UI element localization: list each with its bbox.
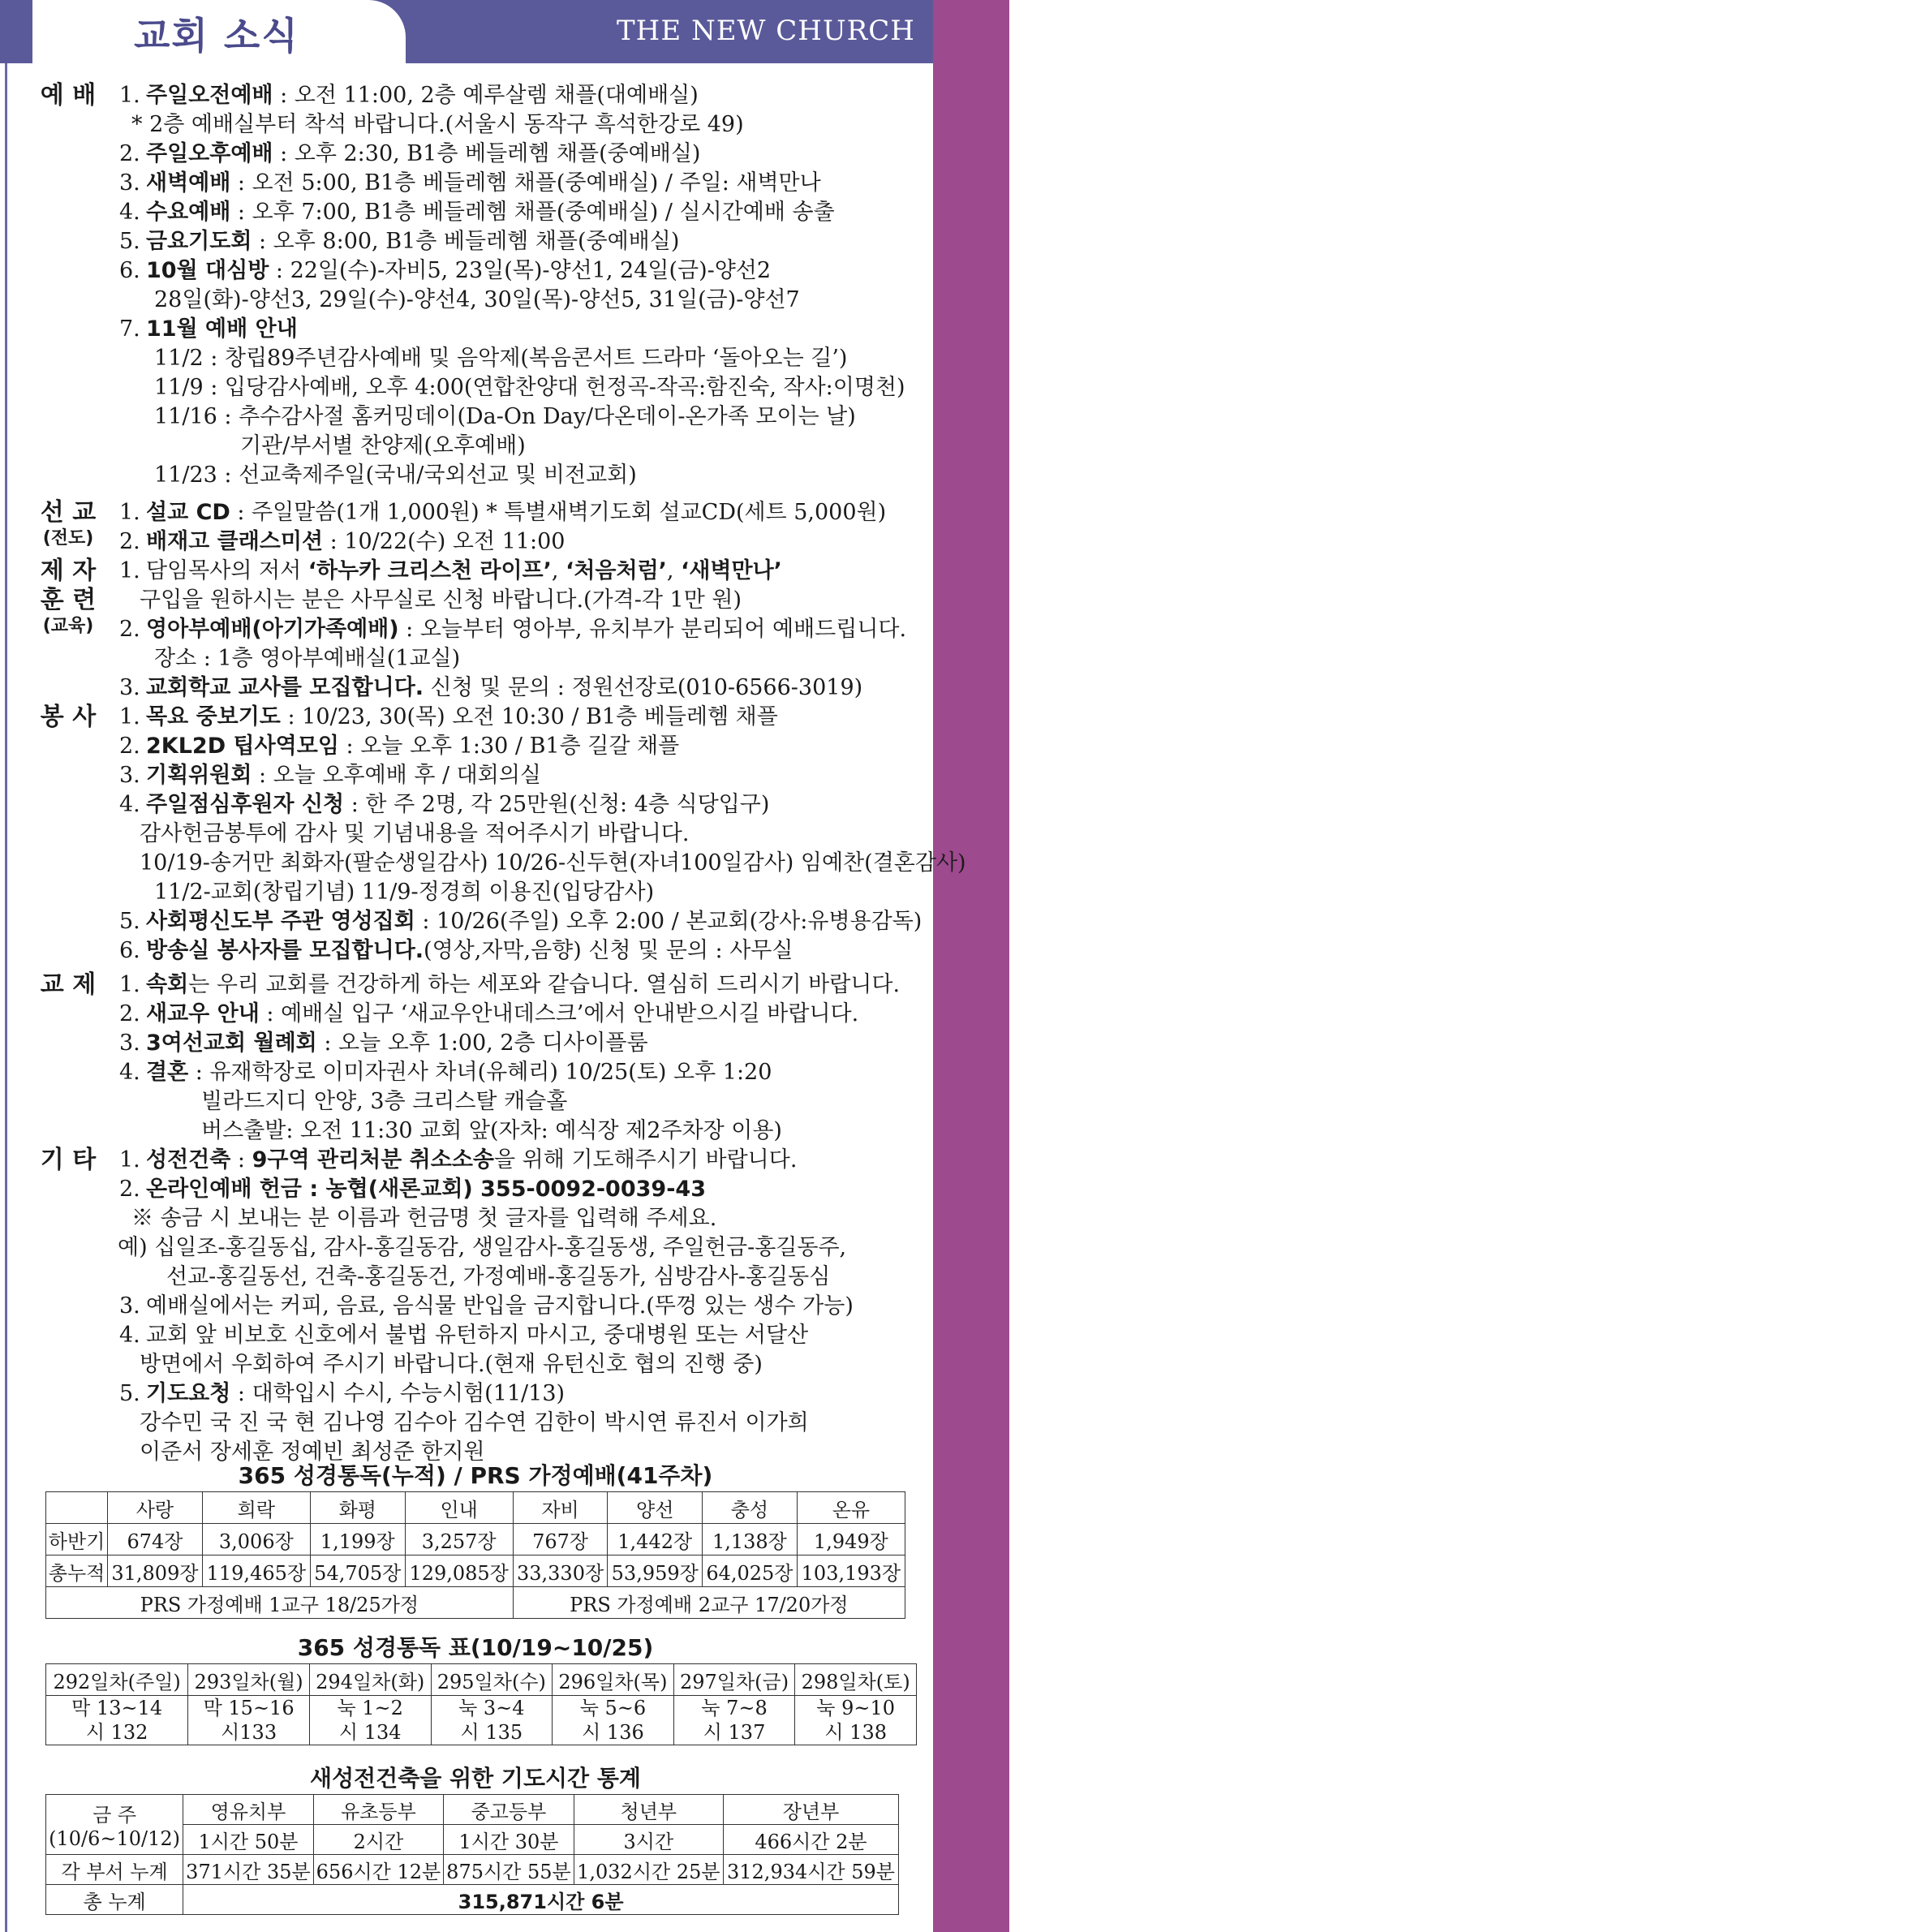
table-header: 298일차(토) [795,1664,917,1696]
item-number: 2. [119,1177,140,1202]
category-sub: (교육) [42,616,94,636]
item-number: 5. [119,229,140,254]
item-number: 4. [119,1323,140,1348]
table-cell: 875시간 55분 [444,1855,574,1885]
item-number: 5. [119,909,140,934]
table-cell: 눅 1~2 시 134 [309,1696,431,1745]
table-cell: 막 15~16 시133 [188,1696,310,1745]
table-cell: 막 13~14 시 132 [46,1696,188,1745]
church-name: THE NEW CHURCH [617,15,915,47]
item-text: : 22일(수)-자비5, 23일(목)-양선1, 24일(금)-양선2 [269,258,772,283]
notice-line [0,198,933,227]
item-title: 기획위원회 [146,763,252,788]
table-cell: 674장 [108,1524,203,1555]
notice-line [0,1117,933,1146]
notice-line [0,110,933,140]
item-number: 2. [119,529,140,554]
notice-line [0,732,933,761]
item-example: 선교-홍길동선, 건축-홍길동건, 가정예배-홍길동가, 심방감사-홍길동심 [166,1264,831,1289]
table-header-row [46,1795,899,1825]
table-header [46,1492,108,1524]
book-title: ‘처음처럼’ [566,558,667,583]
bible-reading-title: 365 성경통독(누적) / PRS 가정예배(41주차) [238,1462,713,1489]
item-title: 기도요청 [146,1381,231,1406]
item-text: : 10/23, 30(목) 오전 10:30 / B1층 베들레헴 채플 [280,704,778,729]
item-number: 1. [119,83,140,108]
item-title: 주일점심후원자 신청 [146,792,345,817]
item-text: : 오늘 오후 1:30 / B1층 길갈 채플 [338,734,680,759]
notice-line [0,761,933,790]
notice-line [0,820,933,849]
notice-line [0,849,966,878]
table-cell: 54,705장 [310,1555,405,1587]
prayer-names: 이준서 장세훈 정예빈 최성준 한지원 [140,1439,485,1465]
item-text: : 오후 8:00, B1층 베들레헴 채플(중예배실) [252,229,680,254]
fellowship-section [0,970,933,1146]
item-text: 장소 : 1층 영아부예배실(1교실) [154,646,461,671]
table-row [46,1555,905,1587]
notice-line [0,315,933,344]
table-cell: 눅 9~10 시 138 [795,1696,917,1745]
item-text: 10/19-송거만 최화자(팔순생일감사) 10/26-신두현(자녀100일감사) 임예찬(결혼감사) [140,850,966,876]
prayer-stats-table [45,1794,899,1915]
category-label: 제 자 훈 련 (교육) [31,557,105,638]
notice-line [0,140,933,169]
item-text: : 오후 7:00, B1층 베들레헴 채플(중예배실) / 실시간예배 송출 [230,200,835,225]
category-label: 교 제 [40,970,97,999]
table-cell: 1,032시간 25분 [574,1855,723,1885]
category-label: 선 교 (전도) [31,498,105,550]
table-header: 온유 [797,1492,905,1524]
notice-line [0,790,933,820]
notice-line: 1. 담임목사의 저서 ‘하누카 크리스천 라이프’, ‘처음처럼’, ‘새벽만나’ [0,557,933,586]
item-title: 배재고 클래스미션 [146,529,324,554]
item-number: 7. [119,316,140,342]
item-title: 주일오전예배 [146,83,273,108]
table-header-row [46,1664,917,1696]
table-cell: 눅 5~6 시 136 [553,1696,674,1745]
item-title: 영아부예배(아기가족예배) [146,617,399,642]
notice-line [0,373,933,402]
notice-line [0,1263,933,1292]
item-text: 11/2-교회(창립기념) 11/9-정경희 이용진(입당감사) [154,880,655,905]
etc-section [0,1146,933,1467]
item-text: : 대학입시 수시, 수능시험(11/13) [230,1381,566,1406]
item-highlight: 9구역 관리처분 취소소송 [252,1147,494,1173]
item-text: 방면에서 우회하여 주시기 바랍니다.(현재 유턴신호 협의 진행 중) [140,1352,763,1377]
category-label: 예 배 [40,81,97,110]
item-text: 11/23 : 선교축제주일(국내/국외선교 및 비전교회) [154,463,637,488]
item-title: 속회 [146,972,189,997]
notice-line [0,169,933,198]
item-title: 11월 예배 안내 [146,316,298,342]
item-text: 신청 및 문의 : 정원선장로(010-6566-3019) [424,675,863,700]
item-number: 3. [119,170,140,196]
prayer-stats-title: 새성전건축을 위한 기도시간 통계 [310,1765,641,1792]
item-text: : 오늘 오후 1:00, 2층 디사이플룸 [316,1031,648,1056]
item-text: 구입을 원하시는 분은 사무실로 신청 바랍니다.(가격-각 1만 원) [140,587,742,613]
item-text: : 예배실 입구 ‘새교우안내데스크’에서 안내받으시길 바랍니다. [259,1001,859,1026]
item-number: 2. [119,617,140,642]
item-text: : 10/22(수) 오전 11:00 [323,529,566,554]
item-text: 는 우리 교회를 건강하게 하는 세포와 같습니다. 열심히 드리시기 바랍니다. [188,972,901,997]
item-title: 결혼 [146,1060,189,1085]
notice-line [0,256,933,286]
notice-line [0,1379,933,1409]
notice-line [0,1233,933,1263]
table-row [46,1524,905,1555]
category-label: 봉 사 [40,703,97,731]
verse-text [1879,97,1931,1915]
table-header: 화평 [310,1492,405,1524]
prs-cell: PRS 가정예배 1교구 18/25가정 [46,1587,514,1619]
reading-plan-title: 365 성경통독 표(10/19~10/25) [297,1634,654,1661]
table-row [46,1587,905,1619]
header-bar [0,0,933,63]
book-title: ‘새벽만나’ [681,558,782,583]
table-header: 양선 [608,1492,703,1524]
item-text: (영상,자막,음향) 신청 및 문의 : 사무실 [424,938,793,963]
verse-body: "...이 날은 주의 성일이니 근심하지 말라 여호와로 인하여 기뻐하는 것이 너희의 힘이니라." [1890,520,1924,1710]
table-cell: 1,199장 [310,1524,405,1555]
item-title: 주일오후예배 [146,141,273,166]
item-text: 교회 앞 비보호 신호에서 불법 유턴하지 마시고, 중대병원 또는 서달산 [146,1323,809,1348]
item-title: 설교 CD [146,500,230,525]
item-title: 교회학교 교사를 모집합니다. [146,675,424,700]
table-header: 희락 [202,1492,310,1524]
table-cell: 3,257장 [405,1524,513,1555]
prs-cell: PRS 가정예배 2교구 17/20가정 [513,1587,905,1619]
table-cell: 3,006장 [202,1524,310,1555]
item-text: 기관/부서별 찬양제(오후예배) [240,433,526,458]
table-cell: 하반기 [46,1524,108,1555]
item-text: : 오후 2:30, B1층 베들레헴 채플(중예배실) [273,141,701,166]
notices [0,81,966,1467]
notice-line [0,527,933,557]
notice-line [0,286,933,315]
table-cell: 103,193장 [797,1555,905,1587]
notice-line [0,703,933,732]
table-cell: 3시간 [574,1825,723,1855]
notice-line [0,907,933,936]
item-text: : 오전 5:00, B1층 베들레헴 채플(중예배실) / 주일: 새벽만나 [230,170,821,196]
notice-line [0,1000,933,1029]
notice-line [0,615,933,644]
notice-line [0,1321,933,1350]
table-header: 중고등부 [444,1795,574,1825]
table-cell: 767장 [513,1524,608,1555]
table-cell: 31,809장 [108,1555,203,1587]
table-cell: 33,330장 [513,1555,608,1587]
worship-section [0,81,933,490]
notice-line [0,344,933,373]
item-number: 2. [119,1001,140,1026]
item-title: 새교우 안내 [146,1001,260,1026]
notice-line [0,227,933,256]
notice-line [0,673,933,703]
table-cell: 656시간 12분 [313,1855,444,1885]
item-number: 6. [119,938,140,963]
item-title: 금요기도회 [146,229,252,254]
item-text: : 유재학장로 이미자권사 차녀(유혜리) 10/25(토) 오후 1:20 [188,1060,772,1085]
table-header-row [46,1492,905,1524]
item-text: 11/16 : 추수감사절 홈커밍데이(Da-On Day/다온데이-온가족 모이는 날) [154,404,856,429]
notice-line [0,644,933,673]
verse-emphasis: 여호와로 인하여 기뻐하라! [1887,97,1927,512]
item-number: 1. [119,972,140,997]
item-number: 1. [119,500,140,525]
table-header: 295일차(수) [431,1664,553,1696]
table-cell: 2시간 [313,1825,444,1855]
table-header: 유초등부 [313,1795,444,1825]
notice-line [0,1350,933,1379]
table-header: 각 부서 누계 [46,1855,183,1885]
notice-line [0,1292,933,1321]
notice-line [0,1058,933,1087]
table-header: 296일차(목) [553,1664,674,1696]
notice-line [0,1087,933,1117]
table-row [46,1855,899,1885]
bank-account: 온라인예배 헌금 : 농협(새론교회) 355-0092-0039-43 [146,1177,706,1202]
notice-line [0,1409,933,1438]
bible-reading-table [45,1491,905,1619]
item-text: 버스출발: 오전 11:30 교회 앞(자차: 예식장 제2주차장 이용) [201,1118,782,1143]
notice-line: 1. 성전건축 : 9구역 관리처분 취소소송을 위해 기도해주시기 바랍니다. [0,1146,933,1175]
notice-line [0,970,933,1000]
table-cell: 64,025장 [703,1555,798,1587]
item-title: 사회평신도부 주관 영성집회 [146,909,415,934]
notice-line [0,1204,933,1233]
item-number: 5. [119,1381,140,1406]
notice-line [0,432,933,461]
total-cell: 315,871시간 6분 [183,1885,899,1915]
table-cell: 129,085장 [405,1555,513,1587]
table-cell: 1,138장 [703,1524,798,1555]
item-number: 4. [119,792,140,817]
item-number: 3. [119,675,140,700]
item-number: 3. [119,1031,140,1056]
item-text: 28일(화)-양선3, 29일(수)-양선4, 30일(목)-양선5, 31일(금)-양선7 [154,287,800,312]
item-number: 1. [119,558,140,583]
item-text: 11/9 : 입당감사예배, 오후 4:00(연합찬양대 헌정곡-작곡:함진숙, 작사:이명천) [154,375,905,400]
verse-strip [933,0,1927,1932]
table-row [46,1885,899,1915]
item-number: 4. [119,200,140,225]
item-title: 수요예배 [146,200,231,225]
item-text: : 오늘 오후예배 후 / 대회의실 [252,763,542,788]
table-row [46,1696,917,1745]
mission-section [0,498,933,557]
table-header: 293일차(월) [188,1664,310,1696]
item-number: 3. [119,1293,140,1319]
book-title: ‘하누카 크리스천 라이프’ [307,558,552,583]
item-example: 예) 십일조-홍길동십, 감사-홍길동감, 생일감사-홍길동생, 주일헌금-홍길동주, [118,1235,847,1260]
item-title: 새벽예배 [146,170,231,196]
table-cell: 눅 7~8 시 137 [673,1696,795,1745]
item-title: 10월 대심방 [146,258,269,283]
item-note: ※ 송금 시 보내는 분 이름과 헌금명 첫 글자를 입력해 주세요. [131,1206,717,1231]
notice-line [0,878,933,907]
table-cell: 1,949장 [797,1524,905,1555]
item-number: 2. [119,141,140,166]
table-header: 총 누계 [46,1885,183,1915]
table-header: 사랑 [108,1492,203,1524]
table-header: 장년부 [723,1795,898,1825]
table-cell: 119,465장 [202,1555,310,1587]
table-header: 292일차(주일) [46,1664,188,1696]
notice-line [0,1175,933,1204]
item-number: 1. [119,704,140,729]
item-number: 2. [119,734,140,759]
category-label: 기 타 [40,1146,97,1174]
item-title: 방송실 봉사자를 모집합니다. [146,938,424,963]
item-text: 11/2 : 창립89주년감사예배 및 음악제(복음콘서트 드라마 ‘돌아오는 길’) [154,346,848,371]
table-cell: 눅 3~4 시 135 [431,1696,553,1745]
table-header: 294일차(화) [309,1664,431,1696]
item-text: : 한 주 2명, 각 25만원(신청: 4층 식당입구) [344,792,770,817]
item-text: : 10/26(주일) 오후 2:00 / 본교회(강사:유병용감독) [415,909,922,934]
item-title: 성전건축 [146,1147,231,1173]
item-text: 빌라드지디 안양, 3층 크리스탈 캐슬홀 [201,1089,568,1114]
table-header: 영유치부 [183,1795,314,1825]
table-cell: 1시간 50분 [183,1825,314,1855]
table-header: 금 주 (10/6~10/12) [46,1795,183,1855]
item-title: 3여선교회 월례회 [146,1031,317,1056]
item-title: 목요 중보기도 [146,704,281,729]
reading-plan-table [45,1663,917,1745]
item-note: * 2층 예배실부터 착석 바랍니다.(서울시 동작구 흑석한강로 49) [131,112,744,137]
notice-line [0,461,933,490]
item-number: 1. [119,1147,140,1173]
table-cell: 53,959장 [608,1555,703,1587]
section-title: 교회 소식 [134,14,299,58]
table-header: 청년부 [574,1795,723,1825]
item-text: 예배실에서는 커피, 음료, 음식물 반입을 금지합니다.(뚜껑 있는 생수 가능) [146,1293,854,1319]
item-text: : 오늘부터 영아부, 유치부가 분리되어 예배드립니다. [398,617,907,642]
training-section [0,557,933,703]
item-number: 4. [119,1060,140,1085]
item-text: : 주일말씀(1개 1,000원) * 특별새벽기도회 설교CD(세트 5,000원) [230,500,887,525]
item-title: 2KL2D 팁사역모임 [146,734,339,759]
table-cell: 371시간 35분 [183,1855,314,1885]
notice-line [0,402,933,432]
item-number: 3. [119,763,140,788]
category-sub: (전도) [42,528,94,549]
notice-line [0,81,933,110]
table-cell: 1시간 30분 [444,1825,574,1855]
service-section [0,703,966,966]
notice-line [0,1029,933,1058]
section-tab [32,0,406,63]
table-header: 충성 [703,1492,798,1524]
notice-line [0,936,933,966]
verse-reference: (느8:10) [1897,1709,1917,1782]
table-header: 297일차(금) [673,1664,795,1696]
item-text: 감사헌금봉투에 감사 및 기념내용을 적어주시기 바랍니다. [140,821,690,846]
item-text: 을 위해 기도해주시기 바랍니다. [494,1147,798,1173]
table-header: 인내 [405,1492,513,1524]
prayer-names: 강수민 국 진 국 현 김나영 김수아 김수연 김한이 박시연 류진서 이가희 [140,1410,809,1435]
notice-line [0,498,933,527]
table-header: 자비 [513,1492,608,1524]
item-text: : 오전 11:00, 2층 예루살렘 채플(대예배실) [273,83,699,108]
table-cell: 총누적 [46,1555,108,1587]
table-cell: 1,442장 [608,1524,703,1555]
table-cell: 312,934시간 59분 [723,1855,898,1885]
notice-line [0,586,933,615]
item-number: 6. [119,258,140,283]
table-cell: 466시간 2분 [723,1825,898,1855]
